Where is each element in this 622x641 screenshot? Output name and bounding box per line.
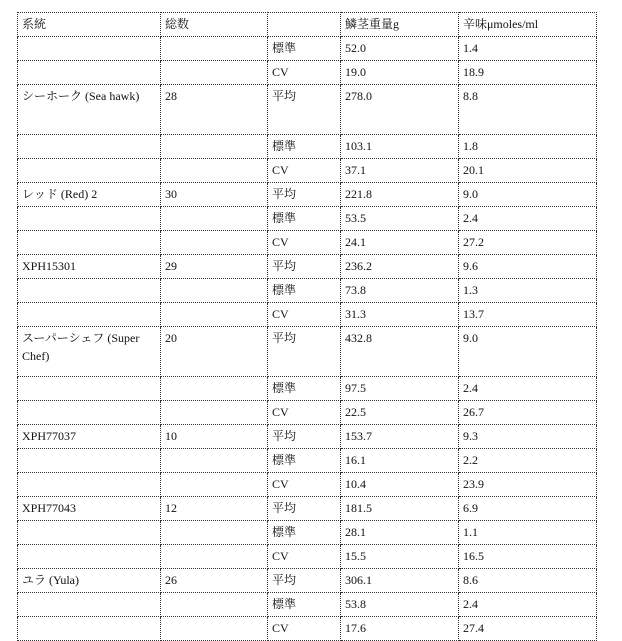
pungency-cell: 9.6 xyxy=(459,255,597,279)
strain-cell xyxy=(18,37,161,61)
bulb-weight-cell: 17.6 xyxy=(341,617,459,641)
table-row xyxy=(18,255,597,279)
strain-cell xyxy=(18,401,161,425)
table-row xyxy=(18,135,597,159)
bulb-weight-cell: 97.5 xyxy=(341,377,459,401)
bulb-weight-cell: 153.7 xyxy=(341,425,459,449)
strain-cell: シーホーク (Sea hawk) xyxy=(18,85,161,135)
header-row xyxy=(18,13,597,37)
stat-cell: CV xyxy=(268,231,341,255)
total-cell: 28 xyxy=(161,85,268,135)
bulb-weight-cell: 181.5 xyxy=(341,497,459,521)
bulb-weight-cell: 10.4 xyxy=(341,473,459,497)
pungency-cell: 20.1 xyxy=(459,159,597,183)
total-cell xyxy=(161,593,268,617)
stat-cell: CV xyxy=(268,473,341,497)
stat-cell: 標準 xyxy=(268,377,341,401)
table-row xyxy=(18,159,597,183)
total-cell xyxy=(161,545,268,569)
strain-cell: レッド (Red) 2 xyxy=(18,183,161,207)
table-row xyxy=(18,593,597,617)
total-cell: 10 xyxy=(161,425,268,449)
stat-cell: CV xyxy=(268,159,341,183)
pungency-cell: 1.3 xyxy=(459,279,597,303)
pungency-cell: 18.9 xyxy=(459,61,597,85)
total-cell xyxy=(161,473,268,497)
table-row xyxy=(18,569,597,593)
table-row xyxy=(18,61,597,85)
pungency-cell: 16.5 xyxy=(459,545,597,569)
strain-cell xyxy=(18,449,161,473)
table-row xyxy=(18,497,597,521)
stat-cell: 平均 xyxy=(268,85,341,135)
bulb-weight-cell: 52.0 xyxy=(341,37,459,61)
total-cell xyxy=(161,159,268,183)
strain-cell xyxy=(18,593,161,617)
total-cell: 26 xyxy=(161,569,268,593)
table-row xyxy=(18,327,597,377)
bulb-weight-cell: 31.3 xyxy=(341,303,459,327)
table-row xyxy=(18,449,597,473)
bulb-weight-cell: 221.8 xyxy=(341,183,459,207)
pungency-cell: 1.1 xyxy=(459,521,597,545)
strain-cell: XPH15301 xyxy=(18,255,161,279)
total-cell: 20 xyxy=(161,327,268,377)
total-cell xyxy=(161,231,268,255)
stat-cell: 平均 xyxy=(268,497,341,521)
strain-cell xyxy=(18,279,161,303)
strain-cell xyxy=(18,545,161,569)
bulb-weight-cell: 37.1 xyxy=(341,159,459,183)
bulb-weight-cell: 53.8 xyxy=(341,593,459,617)
bulb-weight-cell: 15.5 xyxy=(341,545,459,569)
total-cell xyxy=(161,61,268,85)
stat-cell: 標準 xyxy=(268,279,341,303)
bulb-weight-cell: 103.1 xyxy=(341,135,459,159)
strain-cell xyxy=(18,473,161,497)
table-row xyxy=(18,183,597,207)
pungency-cell: 27.2 xyxy=(459,231,597,255)
table-row xyxy=(18,377,597,401)
stat-cell: CV xyxy=(268,303,341,327)
bulb-weight-cell: 73.8 xyxy=(341,279,459,303)
pungency-cell: 23.9 xyxy=(459,473,597,497)
pungency-cell: 27.4 xyxy=(459,617,597,641)
bulb-weight-cell: 236.2 xyxy=(341,255,459,279)
bulb-weight-cell: 306.1 xyxy=(341,569,459,593)
total-cell xyxy=(161,377,268,401)
bulb-weight-cell: 28.1 xyxy=(341,521,459,545)
table-row xyxy=(18,85,597,135)
strain-cell xyxy=(18,159,161,183)
pungency-cell: 2.4 xyxy=(459,207,597,231)
stat-cell: 標準 xyxy=(268,135,341,159)
bulb-weight-cell: 278.0 xyxy=(341,85,459,135)
bulb-weight-cell: 24.1 xyxy=(341,231,459,255)
stat-cell: 標準 xyxy=(268,207,341,231)
total-cell: 29 xyxy=(161,255,268,279)
bulb-weight-cell: 19.0 xyxy=(341,61,459,85)
total-cell: 30 xyxy=(161,183,268,207)
strain-cell xyxy=(18,303,161,327)
strain-cell xyxy=(18,135,161,159)
table-row xyxy=(18,425,597,449)
strain-cell xyxy=(18,617,161,641)
stat-cell: 標準 xyxy=(268,37,341,61)
total-cell xyxy=(161,37,268,61)
table-row xyxy=(18,521,597,545)
header-bulb-weight: 鱗茎重量g xyxy=(341,13,459,37)
pungency-cell: 8.6 xyxy=(459,569,597,593)
data-table xyxy=(17,12,597,641)
stat-cell: 平均 xyxy=(268,569,341,593)
header-pungency: 辛味μmoles/ml xyxy=(459,13,597,37)
pungency-cell: 13.7 xyxy=(459,303,597,327)
bulb-weight-cell: 53.5 xyxy=(341,207,459,231)
strain-cell: ユラ (Yula) xyxy=(18,569,161,593)
stat-cell: 平均 xyxy=(268,327,341,377)
total-cell xyxy=(161,521,268,545)
bulb-weight-cell: 16.1 xyxy=(341,449,459,473)
stat-cell: 標準 xyxy=(268,521,341,545)
strain-cell: XPH77037 xyxy=(18,425,161,449)
total-cell xyxy=(161,401,268,425)
pungency-cell: 9.3 xyxy=(459,425,597,449)
table-row xyxy=(18,303,597,327)
header-strain: 系統 xyxy=(18,13,161,37)
pungency-cell: 2.2 xyxy=(459,449,597,473)
stat-cell: 平均 xyxy=(268,183,341,207)
strain-cell xyxy=(18,521,161,545)
pungency-cell: 9.0 xyxy=(459,327,597,377)
table-row xyxy=(18,37,597,61)
total-cell xyxy=(161,135,268,159)
pungency-cell: 8.8 xyxy=(459,85,597,135)
pungency-cell: 2.4 xyxy=(459,593,597,617)
pungency-cell: 2.4 xyxy=(459,377,597,401)
table-row xyxy=(18,207,597,231)
bulb-weight-cell: 22.5 xyxy=(341,401,459,425)
stat-cell: CV xyxy=(268,617,341,641)
pungency-cell: 6.9 xyxy=(459,497,597,521)
header-stat xyxy=(268,13,341,37)
total-cell xyxy=(161,207,268,231)
strain-cell xyxy=(18,207,161,231)
stat-cell: CV xyxy=(268,545,341,569)
total-cell xyxy=(161,279,268,303)
pungency-cell: 9.0 xyxy=(459,183,597,207)
strain-cell: XPH77043 xyxy=(18,497,161,521)
pungency-cell: 1.8 xyxy=(459,135,597,159)
stat-cell: CV xyxy=(268,61,341,85)
strain-cell xyxy=(18,377,161,401)
stat-cell: 平均 xyxy=(268,255,341,279)
pungency-cell: 26.7 xyxy=(459,401,597,425)
table-row xyxy=(18,617,597,641)
table-row xyxy=(18,231,597,255)
table-row xyxy=(18,545,597,569)
total-cell xyxy=(161,449,268,473)
strain-cell xyxy=(18,231,161,255)
pungency-cell: 1.4 xyxy=(459,37,597,61)
total-cell: 12 xyxy=(161,497,268,521)
stat-cell: 標準 xyxy=(268,449,341,473)
table-row xyxy=(18,401,597,425)
strain-cell xyxy=(18,61,161,85)
bulb-weight-cell: 432.8 xyxy=(341,327,459,377)
stat-cell: 標準 xyxy=(268,593,341,617)
table-row xyxy=(18,279,597,303)
stat-cell: 平均 xyxy=(268,425,341,449)
stat-cell: CV xyxy=(268,401,341,425)
strain-cell: スーパーシェフ (Super Chef) xyxy=(18,327,161,377)
total-cell xyxy=(161,617,268,641)
total-cell xyxy=(161,303,268,327)
table-row xyxy=(18,473,597,497)
header-total: 総数 xyxy=(161,13,268,37)
